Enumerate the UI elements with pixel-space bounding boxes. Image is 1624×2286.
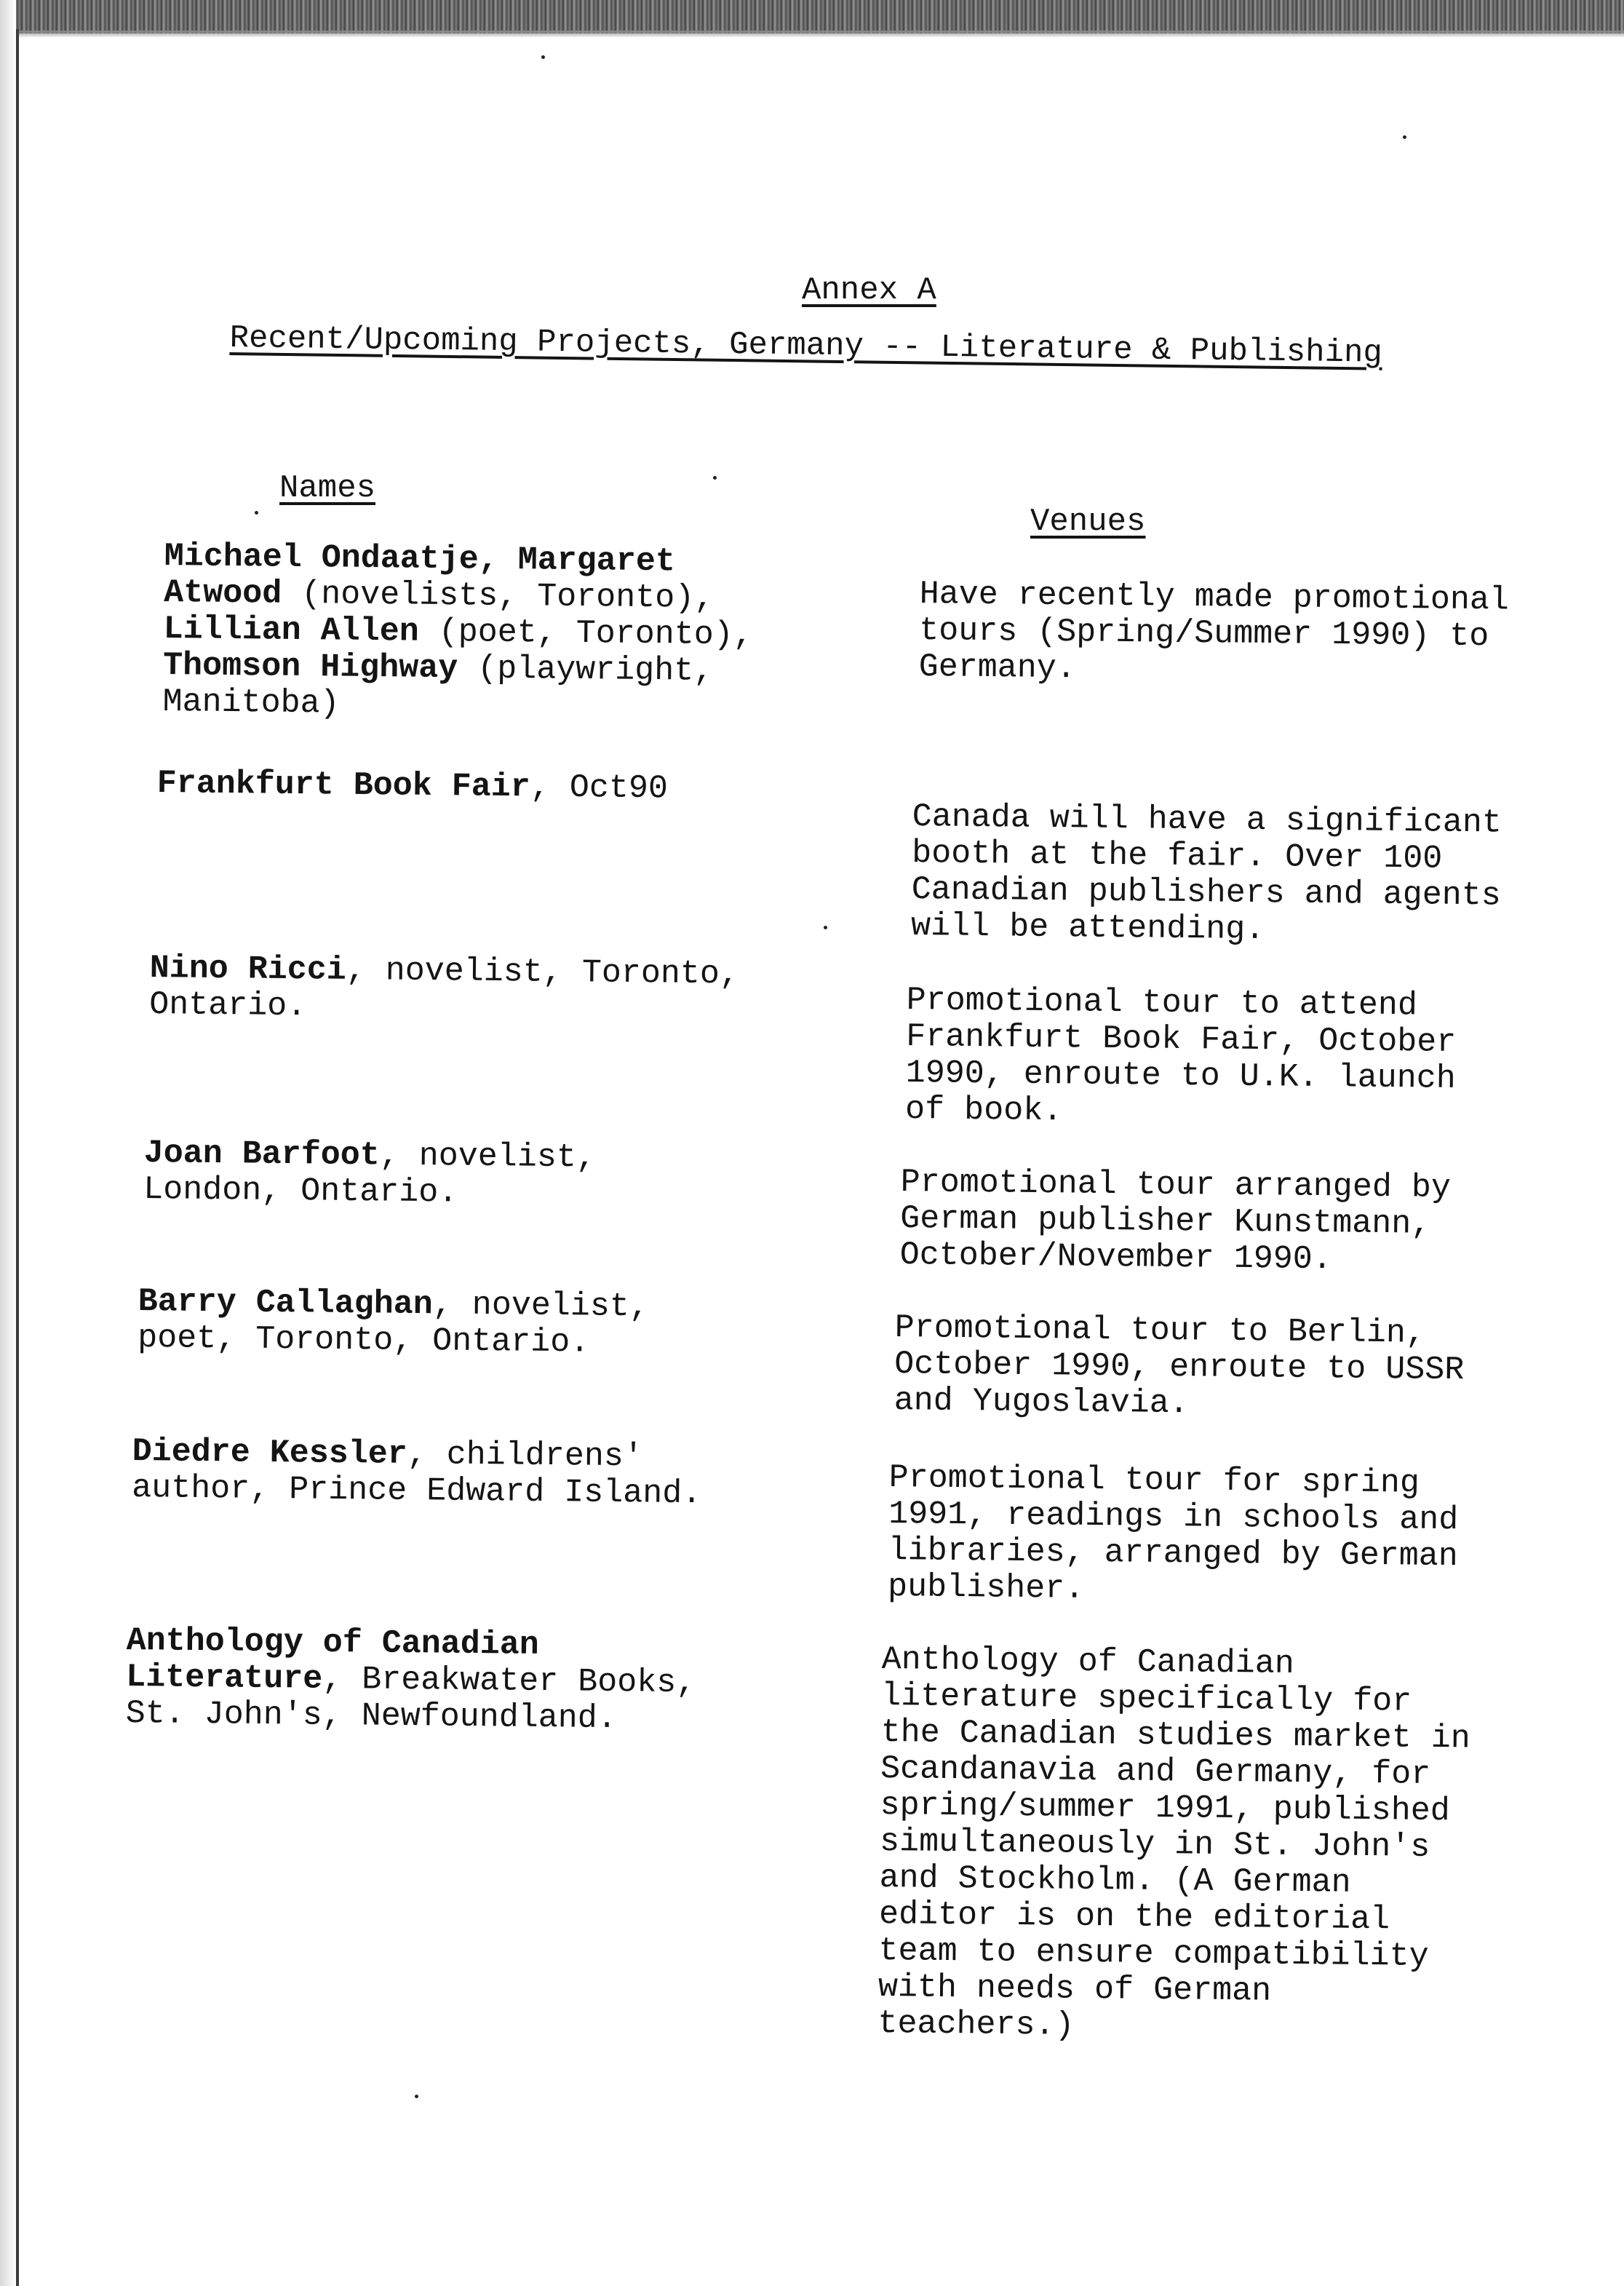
scan-edge-left <box>0 0 16 2286</box>
name-detail: , novelist, London, Ontario. <box>143 1137 597 1212</box>
scan-speck <box>415 2095 418 2098</box>
name-detail: , novelist, poet, Toronto, Ontario. <box>137 1286 650 1362</box>
name-detail: (poet, Toronto), <box>418 613 754 654</box>
name-detail: , Breakwater Books, St. John's, Newfoundland. <box>125 1660 696 1738</box>
venue-entry: Canada will have a significant booth at the fair. Over 100 Canadian publishers and agents will be attending. <box>910 798 1502 949</box>
annex-title: Annex A <box>802 272 936 309</box>
name-bold: Joan Barfoot <box>143 1135 381 1175</box>
name-bold: Lillian Allen <box>163 610 420 651</box>
name-entry <box>143 1135 799 1215</box>
name-entry <box>132 1434 831 1514</box>
name-detail: , novelist, Toronto, Ontario. <box>148 951 740 1025</box>
scan-margin-line <box>16 29 19 2286</box>
name-detail: , Oct90 <box>530 769 669 808</box>
scan-speck <box>541 55 545 59</box>
name-bold: Barry Callaghan <box>138 1283 434 1324</box>
name-bold: Thomson Highway <box>162 646 458 688</box>
venue-entry: Promotional tour to attend Frankfurt Book Fair, October 1990, enroute to U.K. launch of book. <box>904 982 1457 1130</box>
venue-entry: Promotional tour arranged by German publisher Kunstmann, October/November 1990. <box>899 1164 1452 1279</box>
name-bold: Nino Ricci <box>149 950 347 989</box>
venue-entry: Promotional tour to Berlin, October 1990, enroute to USSR and Yugoslavia. <box>893 1309 1465 1423</box>
name-entry <box>125 1623 825 1739</box>
scan-edge-top <box>0 0 1624 33</box>
names-column-header: Names <box>279 470 376 507</box>
name-bold: Diedre Kessler <box>132 1433 408 1473</box>
scan-speck <box>255 511 258 515</box>
name-bold: Frankfurt Book Fair <box>156 765 531 806</box>
name-entry <box>138 1284 793 1363</box>
name-detail: (novelists, Toronto), <box>281 575 715 617</box>
name-detail: , childrens' author, Prince Edward Island. <box>131 1435 702 1513</box>
page-subtitle: Recent/Upcoming Projects, Germany -- Literature & Publishing <box>229 320 1383 372</box>
name-entry <box>156 766 811 809</box>
name-bold: Michael Ondaatje, Margaret Atwood <box>163 538 676 613</box>
name-entry <box>149 950 805 1030</box>
name-detail: (playwright, Manitoba) <box>162 650 714 723</box>
venue-entry: Have recently made promotional tours (Spring/Summer 1990) to Germany. <box>918 576 1510 688</box>
scan-speck <box>1403 135 1406 139</box>
name-bold: Anthology of Canadian Literature <box>125 1622 540 1698</box>
venues-column-header: Venues <box>1030 504 1146 540</box>
venue-entry: Promotional tour for spring 1991, readings in schools and libraries, arranged by German publisher. <box>887 1459 1459 1608</box>
name-entry <box>162 539 863 728</box>
scan-speck <box>713 476 717 480</box>
scan-speck <box>824 926 827 929</box>
venue-entry: Anthology of Canadian literature specifically for the Canadian studies market in Scandanavia and Germany, for spring/summer 1991, published simultaneously in St. John's and Stockholm. (A German editor is on the editorial team to ensure compatibility with needs of German teachers.) <box>877 1641 1471 2044</box>
